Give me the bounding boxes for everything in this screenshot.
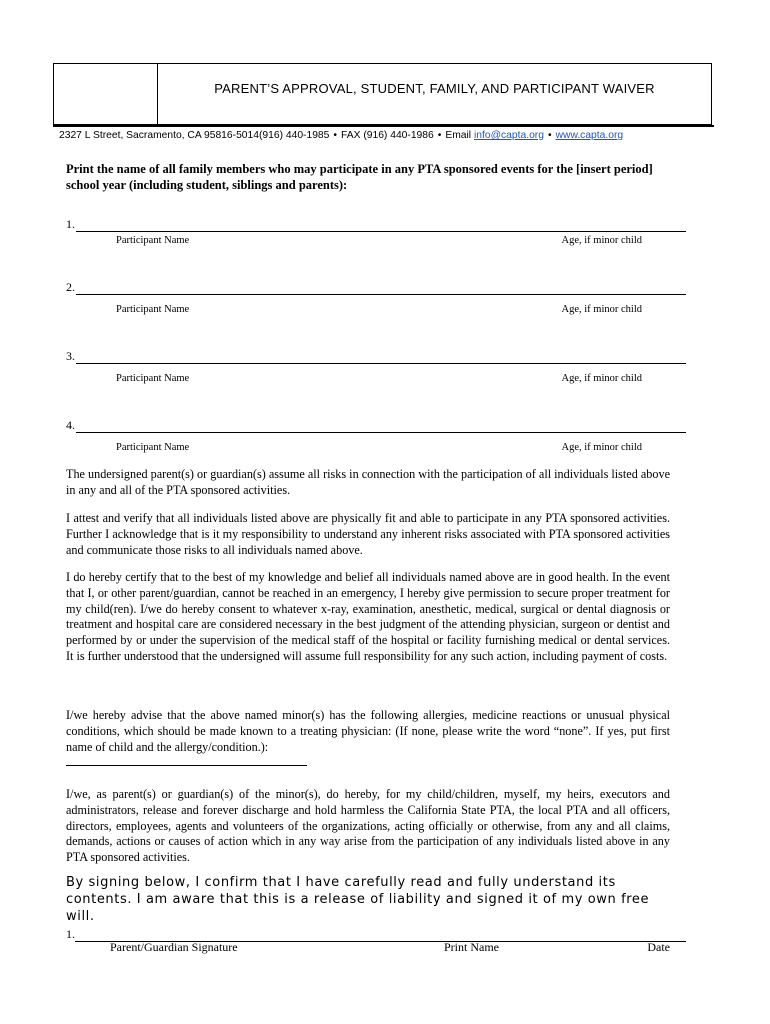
signing-statement: By signing below, I confirm that I have carefully read and fully understand its contents. I am aware that this is a release of liability and signed it of my own free will. [66,875,650,924]
release-paragraph: I/we, as parent(s) or guardian(s) of the minor(s), do hereby, for my child/children, myself, my heirs, executors and administrators, release and forever discharge and hold harmless the California State PTA, the local PTA and all officers, directors, employees, agents and volunteers of the organizations, acting officially or otherwise, from any and all claims, demands, actions or causes of action which in any way arise from the participation of any individuals listed above in any PTA sponsored activities. [66,787,670,865]
age-label: Age, if minor child [561,373,642,384]
header-divider [53,125,714,127]
fax-text: FAX (916) 440-1986 [341,130,434,141]
certify-paragraph: I do hereby certify that to the best of my knowledge and belief all individuals named above are in good health. In the event that I, or other parent/guardian, cannot be reached in an emergency, I hereby give permission to secure proper treatment for my child(ren). I/we do hereby consent to whatever x-ray, examination, anesthetic, medical, surgical or dental diagnosis or treatment and hospital care are considered necessary in the best judgment of the attending physician, surgeon or dentist and performed by or under the supervision of the medical staff of the hospital or facility furnishing medical or dental services. It is further understood that the undersigned will assume full responsibility for any such action, including payment of costs. [66,570,670,663]
participant-1-field[interactable] [76,221,686,232]
website-link[interactable]: www.capta.org [555,130,624,141]
participant-name-label: Participant Name [116,304,190,315]
signature-label: Parent/Guardian Signature [110,940,238,954]
participant-entry-1 [66,217,686,249]
header-box [53,63,712,125]
contact-line [59,130,623,141]
entry-number: 1. [66,217,75,231]
participant-name-label: Participant Name [116,373,190,384]
participant-4-field[interactable] [76,422,686,433]
email-link[interactable]: info@capta.org [473,130,544,141]
allergies-paragraph: I/we hereby advise that the above named minor(s) has the following allergies, medicine reactions or unusual physical conditions, which should be made known to a treating physician: (If none, please write the word “none”. If yes, put first name of child and the allergy/condition.): [66,708,670,754]
address-text: 2327 L Street, Sacramento, CA 95816-5014(916) 440-1985 [59,130,330,141]
bullet-separator: • [547,130,552,141]
attest-paragraph: I attest and verify that all individuals listed above are physically fit and able to participate in any PTA sponsored activities. Further I acknowledge that is it my responsibility to understand any inherent risks associated with PTA sponsored activities and communicate those risks to all individuals named above. [66,511,670,557]
allergies-field[interactable] [66,765,307,766]
bullet-separator: • [333,130,337,141]
entry-number: 4. [66,418,75,432]
entry-number: 3. [66,349,75,363]
document-title: PARENT’S APPROVAL, STUDENT, FAMILY, AND PARTICIPANT WAIVER [214,81,655,96]
date-label: Date [647,940,670,954]
assume-risk-paragraph: The undersigned parent(s) or guardian(s) assume all risks in connection with the participation of all individuals listed above in any and all of the PTA sponsored activities. [66,467,670,497]
bullet-separator: • [437,130,442,141]
age-label: Age, if minor child [561,442,642,453]
participant-2-field[interactable] [76,284,686,295]
participant-name-label: Participant Name [116,442,190,453]
age-label: Age, if minor child [561,304,642,315]
participant-entry-3 [66,349,686,387]
signature-labels [66,940,686,956]
logo-cell [54,64,158,124]
email-prefix: Email [445,130,472,141]
participant-entry-2 [66,280,686,318]
signature-number: 1. [66,927,75,941]
print-name-label: Print Name [444,940,499,954]
participant-name-label: Participant Name [116,235,190,246]
age-label: Age, if minor child [561,235,642,246]
entry-number: 2. [66,280,75,294]
participant-3-field[interactable] [76,353,686,364]
participant-entry-4 [66,418,686,456]
instructions: Print the name of all family members who may participate in any PTA sponsored events for the [insert period] school year (including student, siblings and parents): [66,162,653,192]
